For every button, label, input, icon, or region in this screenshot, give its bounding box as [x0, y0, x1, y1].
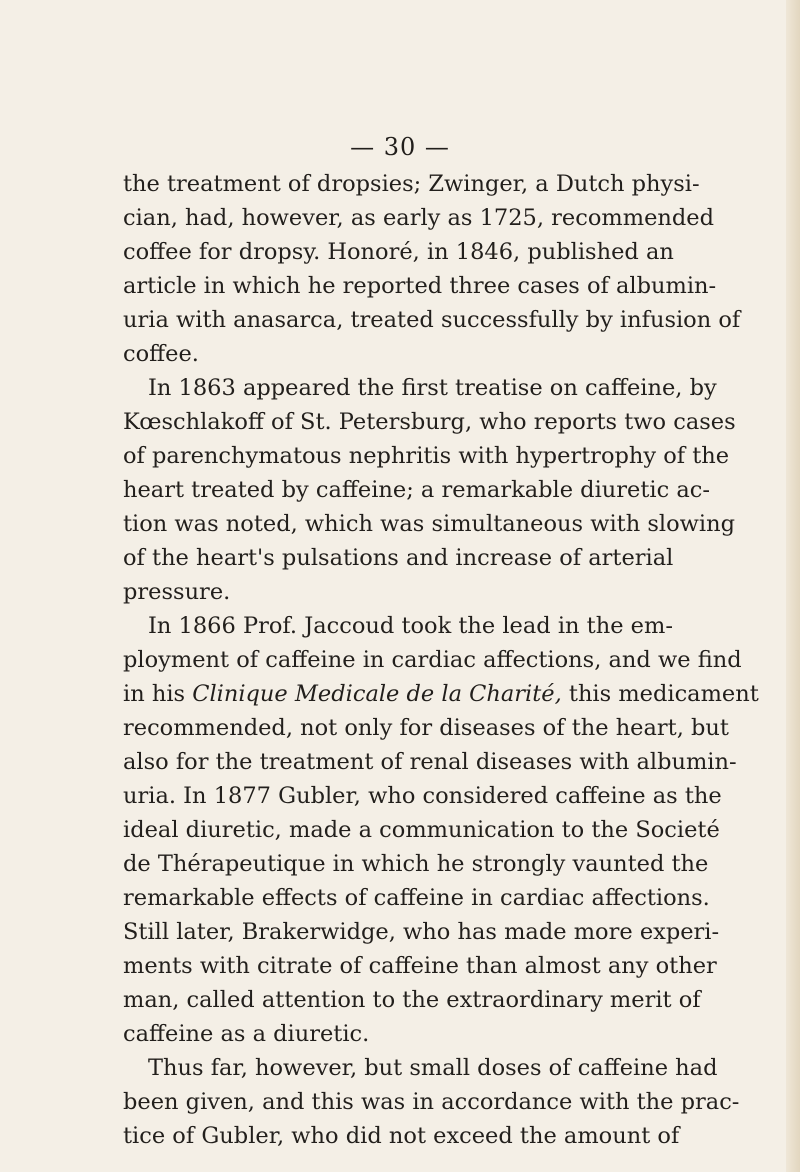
body-text	[123, 167, 759, 1153]
text-line: ideal diuretic, made a communication to the Societé	[123, 817, 720, 843]
text-line: Kœschlakoff of St. Petersburg, who reports two cases	[123, 409, 736, 435]
text-line: de Thérapeutique in which he strongly vaunted the	[123, 851, 709, 877]
text-line: man, called attention to the extraordinary merit of	[123, 987, 701, 1013]
text-line-segment: this medicament	[561, 681, 759, 707]
text-line: of the heart's pulsations and increase of arterial	[123, 545, 674, 571]
text-line: uria. In 1877 Gubler, who considered caffeine as the	[123, 783, 722, 809]
text-line: cian, had, however, as early as 1725, recommended	[123, 205, 714, 231]
text-line: In 1866 Prof. Jaccoud took the lead in the em-	[148, 613, 673, 639]
text-line: of parenchymatous nephritis with hypertrophy of the	[123, 443, 730, 469]
book-title-italic: Clinique Medicale de la Charité,	[192, 681, 562, 707]
text-line: heart treated by caffeine; a remarkable diuretic ac-	[123, 477, 710, 503]
text-line: coffee for dropsy. Honoré, in 1846, published an	[123, 239, 674, 265]
text-line: Still later, Brakerwidge, who has made more experi-	[123, 919, 720, 945]
text-line: ployment of caffeine in cardiac affections, and we find	[123, 647, 742, 673]
text-line: In 1863 appeared the first treatise on caffeine, by	[148, 375, 717, 401]
text-line: tice of Gubler, who did not exceed the amount of	[123, 1123, 680, 1149]
text-line: coffee.	[123, 341, 199, 367]
text-line: caffeine as a diuretic.	[123, 1021, 370, 1047]
text-line-segment: in his	[123, 681, 193, 707]
text-line: Thus far, however, but small doses of caffeine had	[148, 1055, 718, 1081]
page-number: — 30 —	[350, 133, 450, 161]
text-line: ments with citrate of caffeine than almost any other	[123, 953, 717, 979]
text-line: pressure.	[123, 579, 231, 605]
text-line: uria with anasarca, treated successfully by infusion of	[123, 307, 741, 333]
text-line: tion was noted, which was simultaneous with slowing	[123, 511, 736, 537]
text-line: the treatment of dropsies; Zwinger, a Dutch physi-	[123, 171, 700, 197]
text-line: article in which he reported three cases of albumin-	[123, 273, 717, 299]
text-line: recommended, not only for diseases of the heart, but	[123, 715, 729, 741]
text-line: been given, and this was in accordance with the prac-	[123, 1089, 740, 1115]
page-edge-shadow	[786, 0, 800, 1172]
text-line	[123, 677, 759, 711]
text-line: remarkable effects of caffeine in cardiac affections.	[123, 885, 710, 911]
text-line: also for the treatment of renal diseases with albumin-	[123, 749, 737, 775]
